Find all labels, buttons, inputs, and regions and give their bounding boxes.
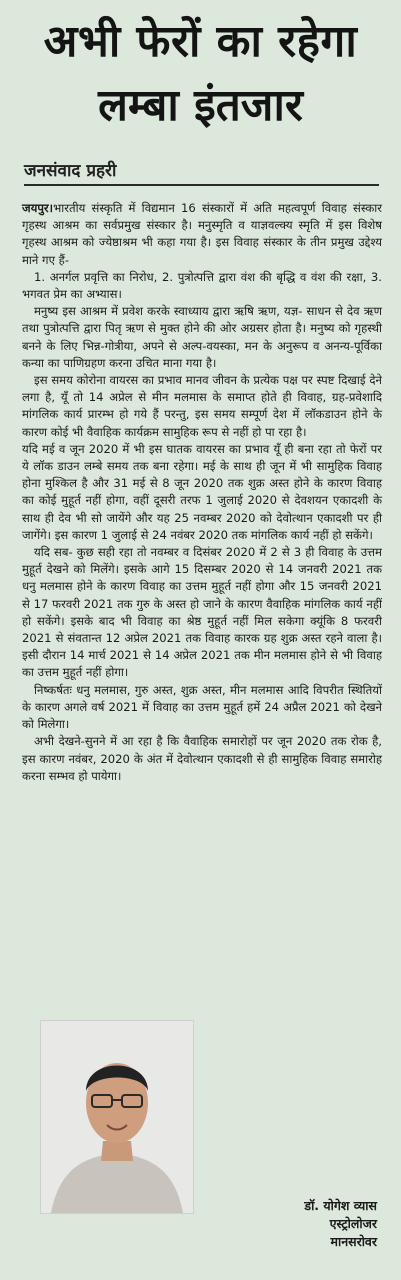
byline: जनसंवाद प्रहरी [24,158,379,186]
portrait-image [41,1021,193,1213]
dateline: जयपुर। [22,201,54,215]
author-credit [304,1197,377,1251]
paragraph-6: निष्कर्षतः धनु मलमास, गुरु अस्त, शुक्र अस्त, मीन मलमास आदि विपरीत स्थितियों के कारण अगले वर्ष 2021 में विवाह का उत्तम मुहूर्त हमें 24 अप्रैल 2021 को देखने को मिलेगा। [22,682,382,732]
headline [0,14,401,134]
paragraph-5: यदि सब- कुछ सही रहा तो नवम्बर व दिसंबर 2020 में 2 से 3 ही विवाह के उत्तम मुहूर्त देखने को मिलेंगे। इसके आगे 15 दिसम्बर 2020 से 14 जनवरी 2021 तक धनु मलमास होने के कारण विवाह का उत्तम मुहूर्त नहीं होगा और 15 जनवरी 2021 से 17 फरवरी 2021 तक गुरु के अस्त हो जाने के कारण वैवाहिक मांगलिक कार्य नहीं हो सकेंगे। इसके बाद भी विवाह का श्रेष्ठ मुहूर्त नहीं मिल सकेगा क्यूंकि 8 फरवरी 2021 से संवतान्त 12 अप्रेल 2021 तक विवाह कारक ग्रह शुक्र अस्त रहने वाला है। इसी दौरान 14 मार्च 2021 से 14 अप्रेल 2021 तक मीन मलमास होने से भी विवाह का उत्तम मुहूर्त नहीं होगा। [22,545,382,680]
author-place: मानसरोवर [330,1234,377,1249]
paragraph-1-text: भारतीय संस्कृति में विद्यमान 16 संस्कारों में अति महत्वपूर्ण विवाह संस्कार गृहस्थ आश्रम का सर्वप्रमुख संस्कार है। मनुस्मृति व याज्ञवल्क्य स्मृति में इस विशेष गृहस्थ आश्रम को ज्येष्ठाश्रम भी कहा गया है। इस विवाह संस्कार के तीन प्रमुख उद्देश्य माने गए हैं- [22,201,382,267]
article-body [22,200,382,785]
paragraph-3: इस समय कोरोना वायरस का प्रभाव मानव जीवन के प्रत्येक पक्ष पर स्पष्ट दिखाई देने लगा है, यूँ तो 14 अप्रेल से मीन मलमास के समाप्त होते ही विवाह, ग्रह-प्रवेशादि मांगलिक कार्य प्रारम्भ हो गये हैं परन्तु, इस समय सम्पूर्ण देश में लॉकडाउन होने के कारण कोई भी वैवाहिक कार्यक्रम सामुहिक रूप से नहीं हो पा रहा है। [22,373,382,439]
author-photo [40,1020,194,1214]
headline-line-2: लम्बा इंतजार [98,80,303,131]
paragraph-1 [22,200,382,269]
headline-line-1: अभी फेरों का रहेगा [43,16,358,67]
author-name: डॉ. योगेश व्यास [304,1198,377,1213]
paragraph-2: मनुष्य इस आश्रम में प्रवेश करके स्वाध्याय द्वारा ऋषि ऋण, यज्ञ- साधन से देव ऋण तथा पुत्रोत्पत्ति द्वारा पितृ ऋण से मुक्त होने की ओर अग्रसर होता है। मनुष्य को गृहस्थी बनने के लिए भिन्न-गोत्रीया, अपने से अल्प-वयस्का, मन के अनुरूप व अनन्य-पूर्विका कन्या का पाणिग्रहण करना उचित माना गया है। [22,304,382,370]
author-title: एस्ट्रोलोजर [329,1216,377,1231]
paragraph-4: यदि मई व जून 2020 में भी इस घातक वायरस का प्रभाव यूँ ही बना रहा तो फेरों पर ये लॉक डाउन लम्बे समय तक बना रहेगा। मई के साथ ही जून में भी सामुहिक विवाह होना मुश्किल है और 31 मई से 8 जून 2020 तक शुक्र अस्त होने के कारण विवाह का कोई मुहूर्त नहीं होगा, वहीं दूसरी तरफ 1 जुलाई 2020 से देवशयन एकादशी के साथ ही देव भी सो जायेंगे और यह 25 नवम्बर 2020 को देवोत्थान एकादशी पर ही जागेंगे। इस कारण 1 जुलाई से 24 नवंबर 2020 तक मांगलिक कार्य नहीं हो सकेंगे। [22,441,382,542]
objectives-list: 1. अनर्गल प्रवृत्ति का निरोध, 2. पुत्रोत्पत्ति द्वारा वंश की बृद्धि व वंश की रक्षा, 3. भगवत प्रेम का अभ्यास। [22,269,382,302]
paragraph-7: अभी देखने-सुनने में आ रहा है कि वैवाहिक समारोहों पर जून 2020 तक रोक है, इस कारण नवंबर, 2020 के अंत में देवोत्थान एकादशी से ही सामुहिक विवाह समारोह करना सम्भव हो पायेगा। [22,734,382,783]
